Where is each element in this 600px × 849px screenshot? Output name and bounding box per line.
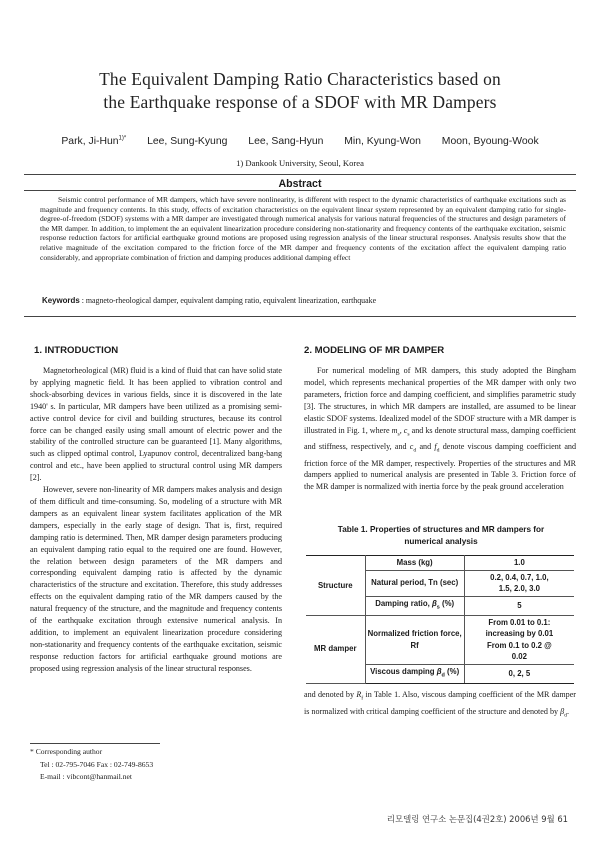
section-heading-modeling: 2. MODELING OF MR DAMPER: [304, 345, 445, 356]
paragraph: and denoted by $R_f$ in Table 1. Also, viscous damping coefficient of the MR damper is normalized with critical damping coefficient of the structure and denoted by $\beta_d$.: [304, 690, 576, 719]
author-name: Park, Ji-Hun$^{1)*}$: [61, 136, 127, 148]
abstract-text: Seismic control performance of MR dampers, which have severe nonlinearity, is different with respect to the dynamic characteristics of earthquake excitations such as magnitude and frequency contents. In this study, effects of excitation characteristics on the equivalent linear system represented by an equivalent damping ratio for single-degree-of-freedom (SDOF) systems with a MR damper are investigated through numerical analysis for various natural frequencies of the structures and design parameters of the MR damper. In addition, to implement the an equivalent linearization procedure considering non-stationarity and frequency contents of the earthquake excitation, seismic response reduction factors for artificial earthquake ground motions are proposed using regression analysis of the linear structural responses. Analysis results show that the relative magnitude of the excitation compared to the friction force of the MR damper and frequency contents of the excitation affect the equivalent damping ratio considerably, and appropriate combination of friction and damping produces additional damping effect: [40, 195, 566, 262]
page-footer: 리모델링 연구소 논문집(4권2호) 2006년 9월 61: [386, 814, 568, 824]
abstract-heading-rule: [24, 190, 576, 191]
group-mr-damper: MR damper: [306, 615, 365, 683]
author-name: Lee, Sang-Hyun: [248, 136, 324, 148]
paper-title: [40, 68, 560, 114]
table-row: Damping ratio, $\beta_s$ (%) 5: [306, 596, 574, 615]
affiliation: 1) Dankook University, Seoul, Korea: [236, 158, 364, 168]
table-row: Structure Mass (kg) 1.0: [306, 556, 574, 571]
author-list: [40, 136, 560, 147]
modeling-column-continued: [304, 689, 576, 722]
modeling-column: [304, 365, 576, 493]
properties-table: [306, 555, 574, 684]
table-row: Natural period, Tn (sec) 0.2, 0.4, 0.7, 1.0, 1.5, 2.0, 3.0: [306, 570, 574, 596]
paragraph: For numerical modeling of MR dampers, this study adopted the Bingham model, which represents mechanical properties of the MR damper with only two parameters, friction force and damping coefficient, and simplifies parametric study [3]. The structures, in which MR dampers are installed, are assumed to be linear elastic SDOF systems. Idealized model of the SDOF structure with a MR damper is illustrated in Fig. 1, where $m_s$, $c_s$ and ks denote structural mass, damping coefficient and stiffness, respectively, and $c_d$ and $f_d$ denote viscous damping coefficient and friction force of the MR damper, respectively. Properties of the structures and MR dampers applied to numerical analysis are presented in Table 3. Friction force of the MR damper is normalized with inertia force by the peak ground acceleration: [304, 366, 576, 492]
title-line-2: the Earthquake response of a SDOF with MR Dampers: [103, 92, 497, 112]
footnote-rule: [30, 743, 160, 744]
title-line-1: The Equivalent Damping Ratio Characteristics based on: [99, 69, 501, 89]
corresponding-author-footnote: * Corresponding author Tel : 02-795-7046 Fax : 02-749-8653 E-mail : vibcont@hanmail.net: [30, 743, 160, 784]
abstract-heading: Abstract: [278, 178, 322, 190]
abstract-top-rule: [24, 174, 576, 175]
keywords-rule: [24, 316, 576, 317]
author-name: Lee, Sung-Kyung: [147, 136, 228, 148]
section-heading-introduction: 1. INTRODUCTION: [34, 345, 119, 356]
author-name: Min, Kyung-Won: [344, 136, 421, 148]
table-caption: Table 1. Properties of structures and MR dampers for numerical analysis: [337, 525, 545, 546]
keywords: Keywords : magneto-rheological damper, equivalent damping ratio, equivalent linearization, earthquake: [42, 296, 377, 305]
group-structure: Structure: [306, 556, 365, 616]
paragraph: Magnetorheological (MR) fluid is a kind of fluid that can have solid state by applying magnetic field. It has been applied to vibration control and shock-absorbing devices in various fields, since it is discovered in the late 1940' s. In particular, MR dampers have been utilized as a promising semi-active control device for civil and building structures, because its control force can be changed easily using small amount of electric power and the stability of the controlled structure can be guaranteed [1]. Many algorithms, such as clipped optimal control, Lyapunov control, decentralized bang-bang control and etc., have been applied to structural control using MR dampers [2].: [30, 366, 282, 483]
paragraph: However, severe non-linearity of MR dampers makes analysis and design of them difficult and time-consuming. So, modeling of a structure with MR dampers as an equivalent linear system facilitates application of the MR dampers, especially in the early stage of design. That is, first, required damping ratio is determined. Then, MR damper design parameters producing an equivalent damping ratio equal to the required one are found. However, the relation between design parameters of the MR dampers and corresponding equivalent damping ratio is affected by the dynamic characteristics of the structure and excitation. Therefore, this study addresses effects on the equivalent damping ratio of the MR dampers caused by the natural frequency of the structure, and the magnitude and frequency contents of the earthquake excitation through extensive numerical analysis. In addition, to implement an equivalent linearization procedure considering non-stationarity and frequency contents of the earthquake excitation, seismic response reduction factors for artificial earthquake ground motions are proposed using regression analysis of the linear structural responses.: [30, 485, 282, 673]
table-row: MR damper Normalized friction force, Rf From 0.01 to 0.1: increasing by 0.01 From 0.1 to 0.2 @ 0.02: [306, 615, 574, 664]
author-name: Moon, Byoung-Wook: [441, 136, 539, 148]
introduction-column: [30, 365, 282, 675]
table-row: Viscous damping $\beta_d$ (%) 0, 2, 5: [306, 664, 574, 683]
